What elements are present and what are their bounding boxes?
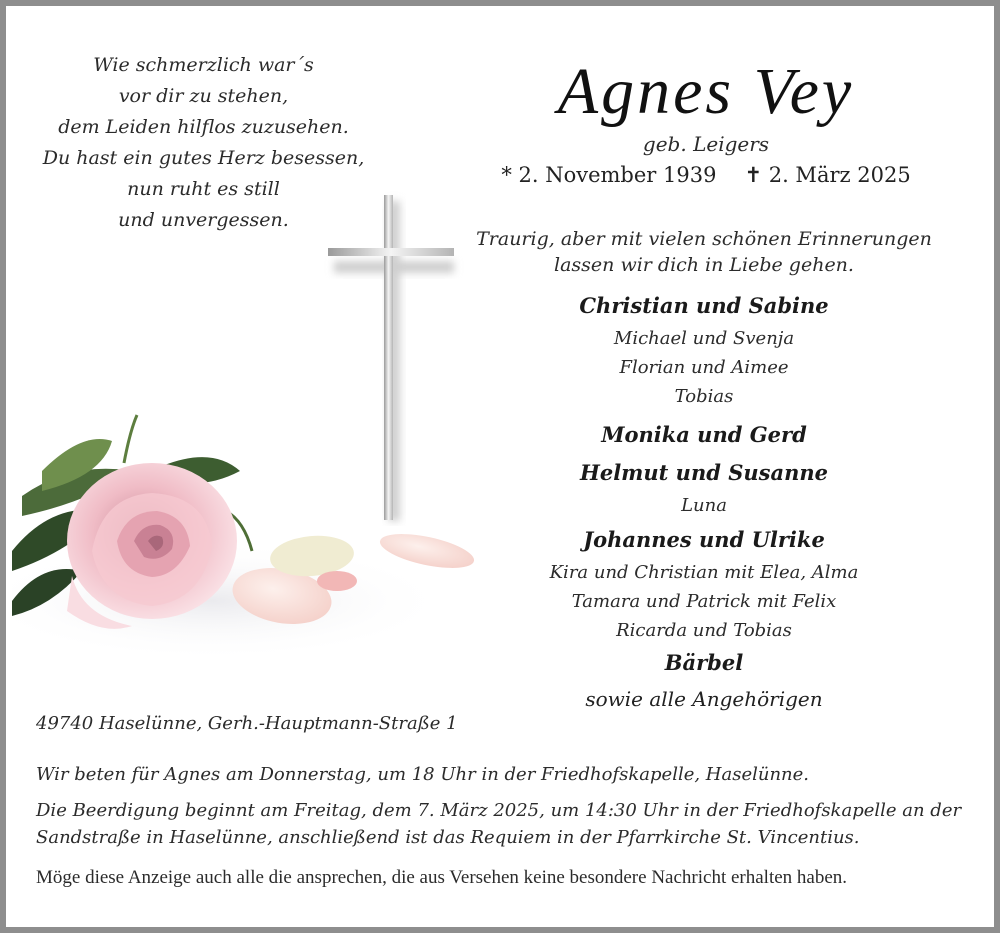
mourner-member: Luna (681, 495, 727, 516)
rose-illustration (12, 401, 482, 666)
deceased-name: Agnes Vey (557, 55, 855, 128)
poem-line: vor dir zu stehen, (118, 85, 289, 107)
mourner-family: Monika und Gerd (601, 422, 807, 447)
intro-line: Traurig, aber mit vielen schönen Erinnerungen (476, 228, 932, 250)
poem-line: nun ruht es still (127, 178, 280, 200)
mourners-closing: sowie alle Angehörigen (585, 687, 823, 711)
poem-line: dem Leiden hilflos zuzusehen. (58, 116, 349, 138)
birth-name: geb. Leigers (642, 132, 770, 156)
poem-line: Wie schmerzlich war´s (93, 54, 314, 76)
intro-line: lassen wir dich in Liebe gehen. (554, 254, 854, 276)
mourner-family: Johannes und Ulrike (583, 527, 825, 552)
funeral-notice: Die Beerdigung beginnt am Freitag, dem 7. März 2025, um 14:30 Uhr in der Friedhofskapelle an der Sandstraße in Haselünne, anschließend ist das Requiem in der Pfarrkirche St. Vincentius. (36, 800, 962, 848)
mourner-member: Michael und Svenja (613, 328, 795, 349)
poem-line: Du hast ein gutes Herz besessen, (42, 147, 365, 169)
death-date: ✝ 2. März 2025 (744, 163, 911, 187)
birth-date: * 2. November 1939 (501, 163, 717, 187)
poem-line: und unvergessen. (118, 209, 289, 231)
intro-text (456, 226, 952, 278)
mourner-family: Christian und Sabine (579, 293, 829, 318)
mourner-family: Helmut und Susanne (580, 460, 828, 485)
mourner-member: Kira und Christian mit Elea, Alma (549, 562, 859, 583)
mourner-family: Bärbel (664, 650, 744, 675)
mourners-list (456, 288, 952, 717)
mourner-member: Tobias (674, 386, 734, 407)
prayer-notice: Wir beten für Agnes am Donnerstag, um 18 Uhr in der Friedhofskapelle, Haselünne. (36, 764, 810, 785)
mourner-member: Tamara und Patrick mit Felix (571, 591, 837, 612)
life-dates (486, 163, 926, 187)
mourner-member: Ricarda und Tobias (616, 620, 792, 641)
mourner-member: Florian und Aimee (619, 357, 789, 378)
closing-notice: Möge diese Anzeige auch alle die ansprechen, die aus Versehen keine besondere Nachricht erhalten haben. (36, 867, 848, 888)
address: 49740 Haselünne, Gerh.-Hauptmann-Straße 1 (36, 713, 458, 734)
